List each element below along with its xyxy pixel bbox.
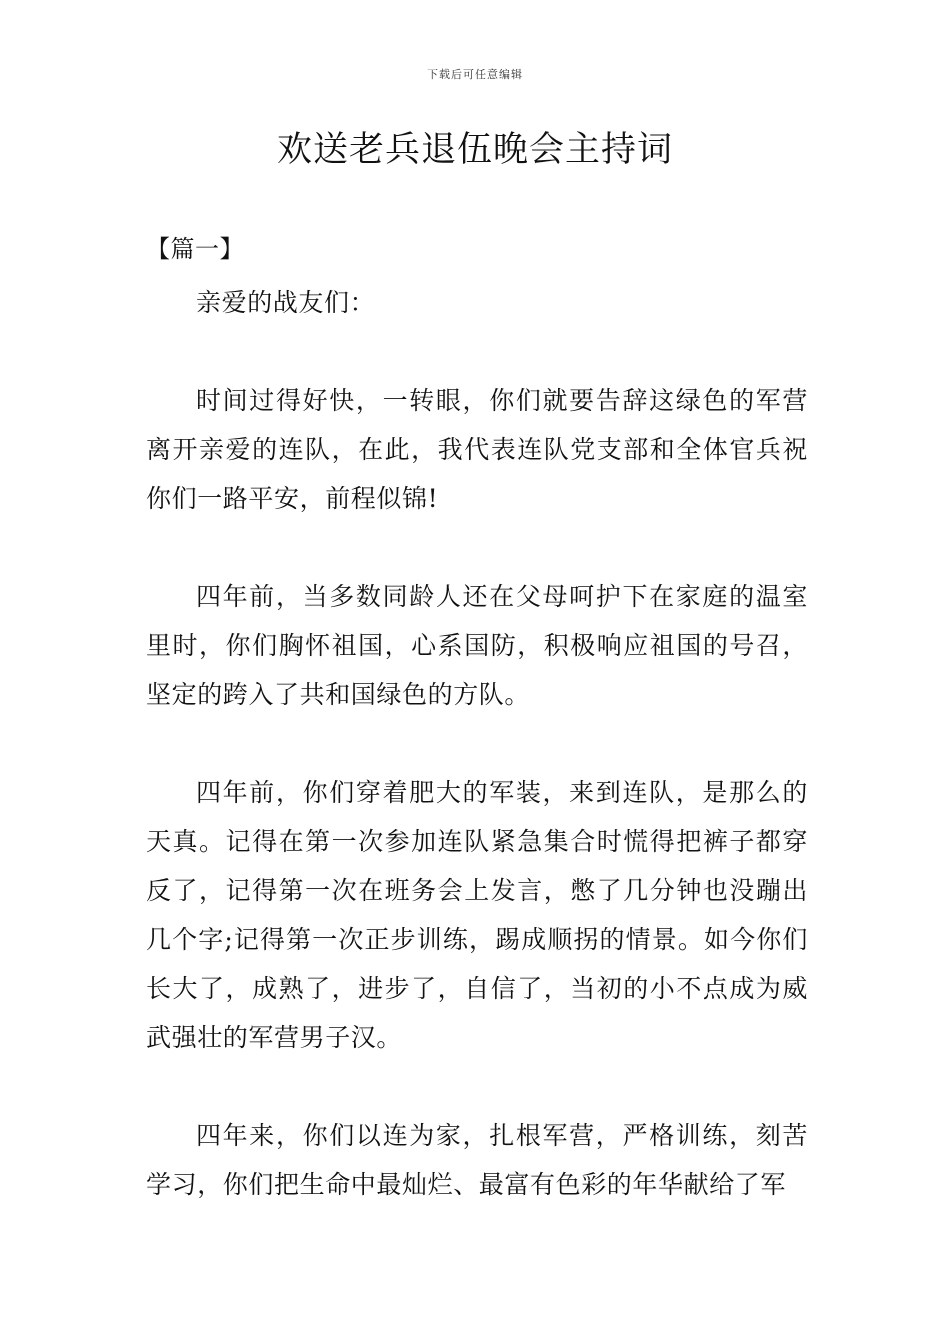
paragraph: 四年前，你们穿着肥大的军装，来到连队，是那么的天真。记得在第一次参加连队紧急集合时慌得把裤子都穿反了，记得第一次在班务会上发言，憋了几分钟也没蹦出几个字;记得第一次正步训练，踢成顺拐的情景。如今你们长大了，成熟了，进步了，自信了，当初的小不点成为威武强壮的军营男子汉。 [146,778,808,1052]
document-title: 欢送老兵退伍晚会主持词 [276,130,673,170]
document-body [146,227,808,1209]
paragraph: 四年前，当多数同龄人还在父母呵护下在家庭的温室里时，你们胸怀祖国，心系国防，积极响应祖国的号召，坚定的跨入了共和国绿色的方队。 [146,582,808,709]
paragraph: 时间过得好快，一转眼，你们就要告辞这绿色的军营离开亲爱的连队，在此，我代表连队党支部和全体官兵祝你们一路平安，前程似锦! [146,386,808,513]
paragraph-greeting: 亲爱的战友们： [196,288,376,317]
paragraph: 四年来，你们以连为家，扎根军营，严格训练，刻苦学习，你们把生命中最灿烂、最富有色彩的年华献给了军 [146,1121,808,1199]
page-header-note: 下载后可任意编辑 [427,68,523,81]
section-label: 【篇一】 [146,235,244,263]
